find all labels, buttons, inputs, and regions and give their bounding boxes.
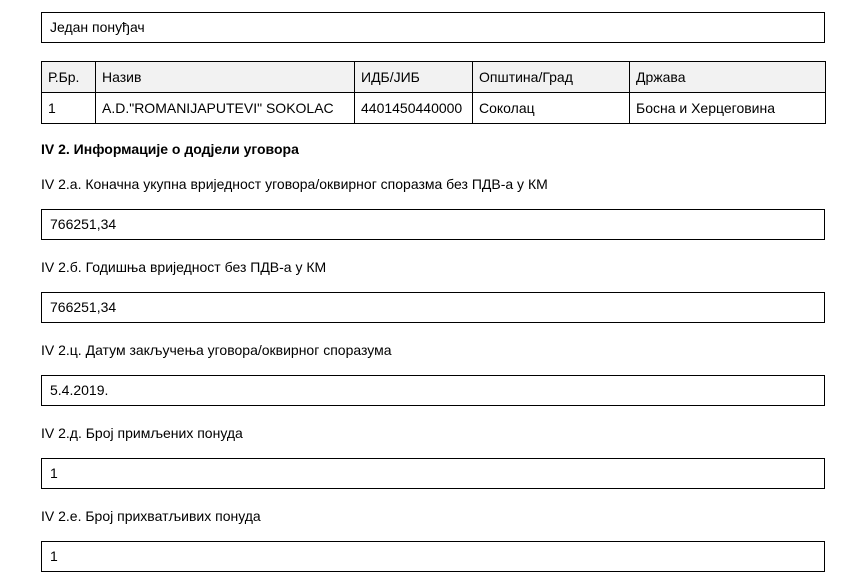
col-header-municipality: Општина/Град bbox=[473, 62, 630, 93]
field-label-acceptable-bids: IV 2.е. Број прихватљивих понуда bbox=[41, 508, 261, 524]
field-value-acceptable-bids: 1 bbox=[41, 541, 825, 572]
col-header-name: Назив bbox=[96, 62, 355, 93]
field-label-contract-date: IV 2.ц. Датум закључења уговора/оквирног споразума bbox=[41, 342, 392, 358]
cell-country: Босна и Херцеговина bbox=[630, 93, 826, 124]
table-header-row bbox=[42, 62, 826, 93]
field-label-total-value: IV 2.а. Коначна укупна вриједност уговора/оквирног споразма без ПДВ-а у КМ bbox=[41, 176, 548, 192]
cell-name: A.D."ROMANIJAPUTEVI" SOKOLAC bbox=[96, 93, 355, 124]
field-value-total-value: 766251,34 bbox=[41, 209, 825, 240]
bidder-type-box: Један понуђач bbox=[41, 12, 825, 43]
section-heading: IV 2. Информације о додјели уговора bbox=[41, 141, 299, 157]
table-row bbox=[42, 93, 826, 124]
field-value-annual-value: 766251,34 bbox=[41, 292, 825, 323]
field-value-contract-date: 5.4.2019. bbox=[41, 375, 825, 406]
col-header-country: Држава bbox=[630, 62, 826, 93]
col-header-id: ИДБ/ЈИБ bbox=[355, 62, 473, 93]
bidders-table bbox=[41, 61, 826, 124]
field-label-received-bids: IV 2.д. Број примљених понуда bbox=[41, 425, 243, 441]
field-value-received-bids: 1 bbox=[41, 458, 825, 489]
cell-number: 1 bbox=[42, 93, 96, 124]
cell-id: 4401450440000 bbox=[355, 93, 473, 124]
cell-municipality: Соколац bbox=[473, 93, 630, 124]
field-label-annual-value: IV 2.б. Годишња вриједност без ПДВ-а у КМ bbox=[41, 259, 327, 275]
col-header-number: Р.Бр. bbox=[42, 62, 96, 93]
